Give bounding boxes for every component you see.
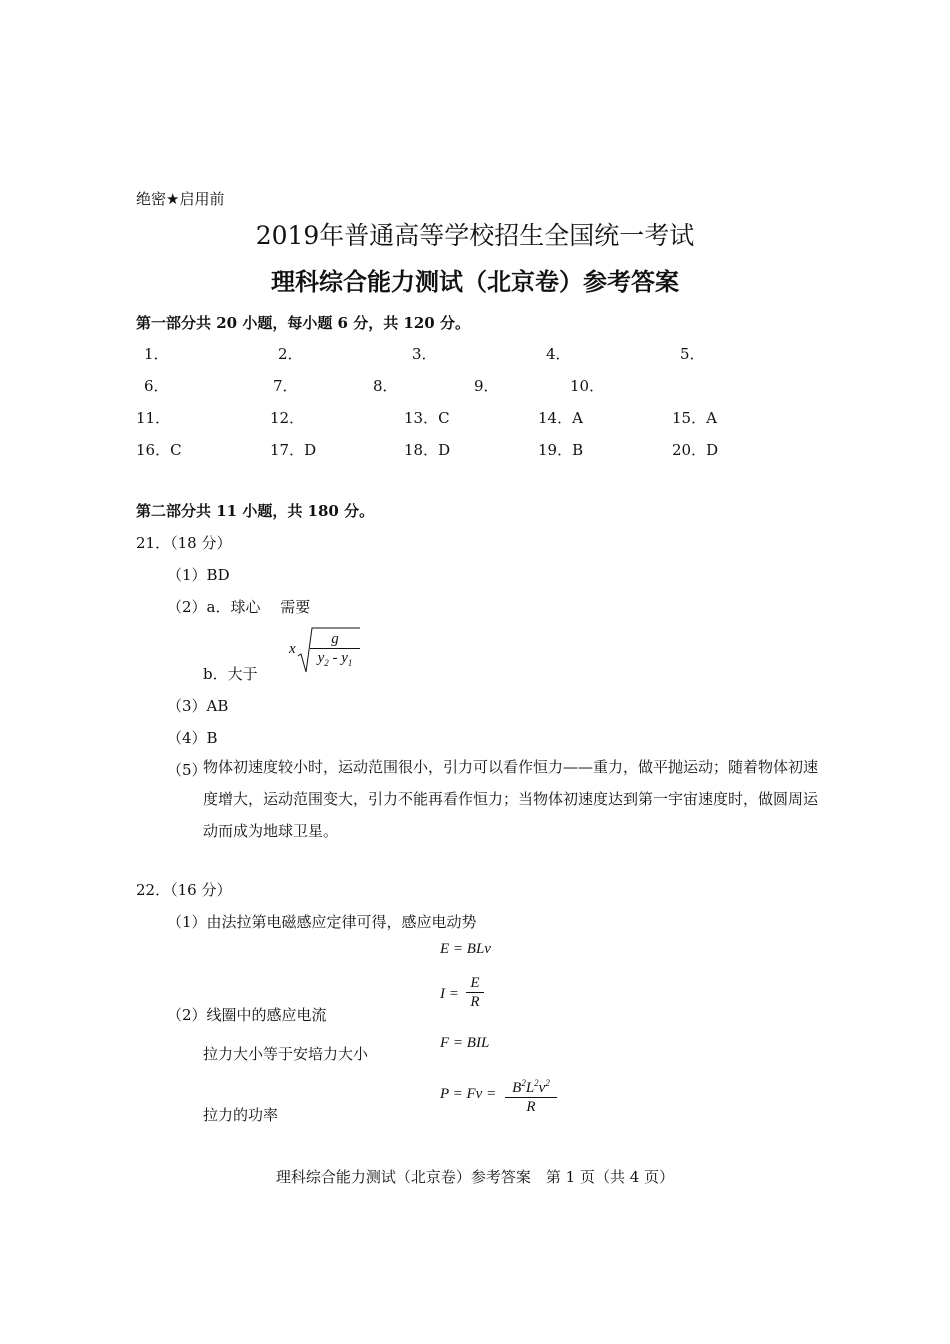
- q22-eq3: F = BIL: [440, 1035, 490, 1051]
- formula-denominator: [310, 649, 360, 672]
- answer-item: [538, 439, 583, 460]
- answer-item: [136, 439, 182, 460]
- var-B: B: [512, 1080, 522, 1096]
- answer-number: 14．: [538, 409, 573, 427]
- q21-heading: 21．（18 分）: [136, 534, 232, 552]
- answer-item: [278, 343, 303, 364]
- answer-number: 10．: [570, 377, 605, 395]
- answer-number: 6．: [144, 377, 169, 395]
- answer-number: 9．: [474, 377, 499, 395]
- answer-item: [546, 343, 571, 364]
- formula-fraction: [310, 630, 360, 672]
- part2-heading: 第二部分共 11 小题，共 180 分。: [136, 502, 375, 520]
- answer-item: [373, 375, 398, 396]
- eq4-denominator: R: [526, 1099, 536, 1115]
- q21-part5-label: （5）: [167, 761, 207, 779]
- q21-part5-text: 物体初速度较小时，运动范围很小，引力可以看作恒力——重力，做平抛运动；随着物体初速度增大，运动范围变大，引力不能再看作恒力；当物体初速度达到第一宇宙速度时，做圆周运动而成为地球卫星。: [203, 758, 819, 840]
- q22-eq4-lhs: P = Fv =: [440, 1086, 497, 1102]
- document-subtitle: 理科综合能力测试（北京卷）参考答案: [271, 267, 679, 296]
- part1-heading: 第一部分共 20 小题，每小题 6 分，共 120 分。: [136, 314, 470, 332]
- q22-eq2-lhs: I =: [440, 986, 459, 1002]
- answer-value: D: [304, 441, 317, 459]
- answer-item: [474, 375, 499, 396]
- answer-item: [273, 375, 298, 396]
- answer-item: [404, 439, 450, 460]
- answer-number: 18．: [404, 441, 439, 459]
- q22-part4: 拉力的功率: [203, 1106, 279, 1124]
- answer-number: 8．: [373, 377, 398, 395]
- q22-part3: 拉力大小等于安培力大小: [203, 1045, 369, 1063]
- page-footer: 理科综合能力测试（北京卷）参考答案 第 1 页（共 4 页）: [275, 1168, 675, 1186]
- answer-value: A: [572, 409, 583, 427]
- eq2-numerator: E: [470, 975, 480, 991]
- var-y2: y: [317, 650, 325, 666]
- q21-part2b: b．大于: [203, 665, 258, 683]
- answer-value: B: [572, 441, 584, 459]
- answer-item: [270, 439, 316, 460]
- q22-eq2-fraction: [466, 974, 484, 1011]
- document-title: 2019年普通高等学校招生全国统一考试: [255, 221, 695, 250]
- q21-part4: （4）B: [167, 729, 218, 747]
- answer-item: [144, 375, 169, 396]
- sub-2: 2: [324, 658, 329, 668]
- answer-number: 20．: [672, 441, 707, 459]
- answer-number: 1．: [144, 345, 169, 363]
- answer-number: 3．: [412, 345, 437, 363]
- eq2-denominator: R: [470, 994, 480, 1010]
- answer-number: 7．: [273, 377, 298, 395]
- answer-number: 12．: [270, 409, 305, 427]
- answer-item: [680, 343, 705, 364]
- sub-1: 1: [347, 658, 353, 668]
- answer-item: [412, 343, 437, 364]
- answer-value: C: [438, 409, 450, 427]
- answer-value: C: [170, 441, 182, 459]
- q22-part2: （2）线圈中的感应电流: [167, 1006, 327, 1024]
- answer-item: [270, 407, 304, 428]
- answer-number: 2．: [278, 345, 303, 363]
- q22-part1: （1）由法拉第电磁感应定律可得，感应电动势: [167, 913, 477, 931]
- exp-2: 2: [521, 1078, 526, 1088]
- q22-eq1: E = BLv: [440, 941, 491, 957]
- answer-item: [570, 375, 604, 396]
- formula-x: x: [289, 641, 296, 657]
- answer-number: 13．: [404, 409, 439, 427]
- answer-value: A: [706, 409, 717, 427]
- q21-part1: （1）BD: [167, 566, 230, 584]
- answer-item: [144, 343, 169, 364]
- q21-part3: （3）AB: [167, 697, 229, 715]
- exp-2: 2: [545, 1078, 550, 1088]
- var-L: L: [525, 1080, 535, 1096]
- exp-2: 2: [534, 1078, 539, 1088]
- q22-eq4-fraction: [505, 1074, 557, 1116]
- answer-number: 19．: [538, 441, 573, 459]
- var-y1: y: [341, 650, 348, 666]
- answer-number: 11．: [136, 409, 171, 427]
- minus-sign: -: [328, 650, 342, 666]
- answer-value: D: [438, 441, 451, 459]
- classification-label: 绝密★启用前: [136, 190, 225, 208]
- answer-number: 5．: [680, 345, 705, 363]
- answer-number: 16．: [136, 441, 171, 459]
- answer-number: 15．: [672, 409, 707, 427]
- answer-item: [672, 439, 718, 460]
- var-v: v: [538, 1080, 546, 1096]
- answer-number: 17．: [270, 441, 305, 459]
- q21-part2a: （2）a．球心 需要: [167, 598, 311, 616]
- answer-value: D: [706, 441, 719, 459]
- answer-number: 4．: [546, 345, 571, 363]
- answer-item: [404, 407, 450, 428]
- eq4-numerator: [505, 1074, 557, 1097]
- answer-item: [672, 407, 717, 428]
- q22-heading: 22．（16 分）: [136, 881, 232, 899]
- answer-item: [136, 407, 170, 428]
- formula-numerator: g: [331, 631, 339, 647]
- answer-item: [538, 407, 583, 428]
